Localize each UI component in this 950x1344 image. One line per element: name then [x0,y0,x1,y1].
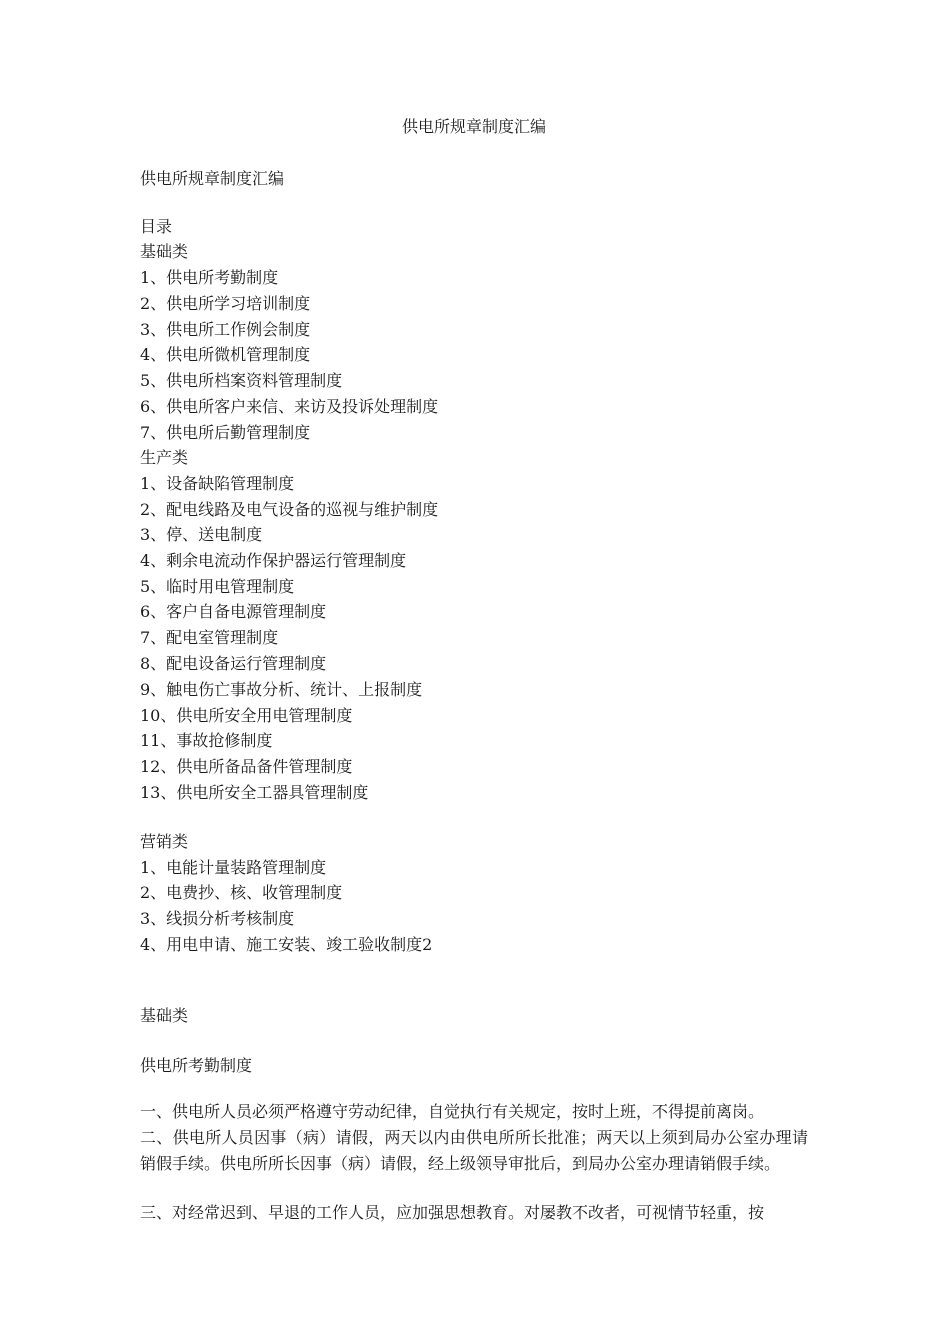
toc-item: 9、触电伤亡事故分析、统计、上报制度 [140,680,423,699]
toc-production-heading: 生产类 [140,448,189,467]
toc-marketing-heading: 营销类 [140,832,189,851]
document-subtitle: 供电所规章制度汇编 [140,169,285,188]
toc-item: 6、客户自备电源管理制度 [140,602,327,621]
toc-item: 2、供电所学习培训制度 [140,294,311,313]
toc-item: 4、供电所微机管理制度 [140,345,311,364]
toc-item: 13、供电所安全工器具管理制度 [140,783,369,802]
toc-item: 4、用电申请、施工安装、竣工验收制度2 [140,935,433,954]
toc-item: 6、供电所客户来信、来访及投诉处理制度 [140,397,439,416]
toc-item: 10、供电所安全用电管理制度 [140,706,353,725]
toc-item: 7、配电室管理制度 [140,628,279,647]
toc-item: 12、供电所备品备件管理制度 [140,757,353,776]
toc-item: 2、电费抄、核、收管理制度 [140,883,343,902]
toc-item: 3、供电所工作例会制度 [140,320,311,339]
toc-item: 5、临时用电管理制度 [140,577,295,596]
toc-item: 1、设备缺陷管理制度 [140,474,295,493]
toc-item: 3、停、送电制度 [140,525,263,544]
document-title: 供电所规章制度汇编 [401,117,546,136]
toc-item: 5、供电所档案资料管理制度 [140,371,343,390]
toc-basic-heading: 基础类 [140,242,189,261]
toc-item: 4、剩余电流动作保护器运行管理制度 [140,551,407,570]
body-paragraph: 一、供电所人员必须严格遵守劳动纪律，自觉执行有关规定，按时上班，不得提前离岗。 [140,1102,765,1121]
section-heading: 基础类 [140,1006,189,1025]
body-paragraph: 三、对经常迟到、早退的工作人员，应加强思想教育。对屡教不改者，可视情节轻重，按 [140,1203,765,1222]
toc-item: 2、配电线路及电气设备的巡视与维护制度 [140,500,439,519]
body-paragraph: 二、供电所人员因事（病）请假，两天以内由供电所所长批准；两天以上须到局办公室办理请销假手续。供电所所长因事（病）请假，经上级领导审批后，到局办公室办理请销假手续。 [140,1128,808,1173]
toc-item: 3、线损分析考核制度 [140,909,295,928]
toc-item: 1、电能计量装路管理制度 [140,858,327,877]
section-title: 供电所考勤制度 [140,1056,253,1075]
toc-item: 11、事故抢修制度 [140,731,273,750]
toc-item: 1、供电所考勤制度 [140,268,279,287]
toc-heading: 目录 [140,217,173,236]
toc-item: 7、供电所后勤管理制度 [140,423,311,442]
toc-item: 8、配电设备运行管理制度 [140,654,327,673]
